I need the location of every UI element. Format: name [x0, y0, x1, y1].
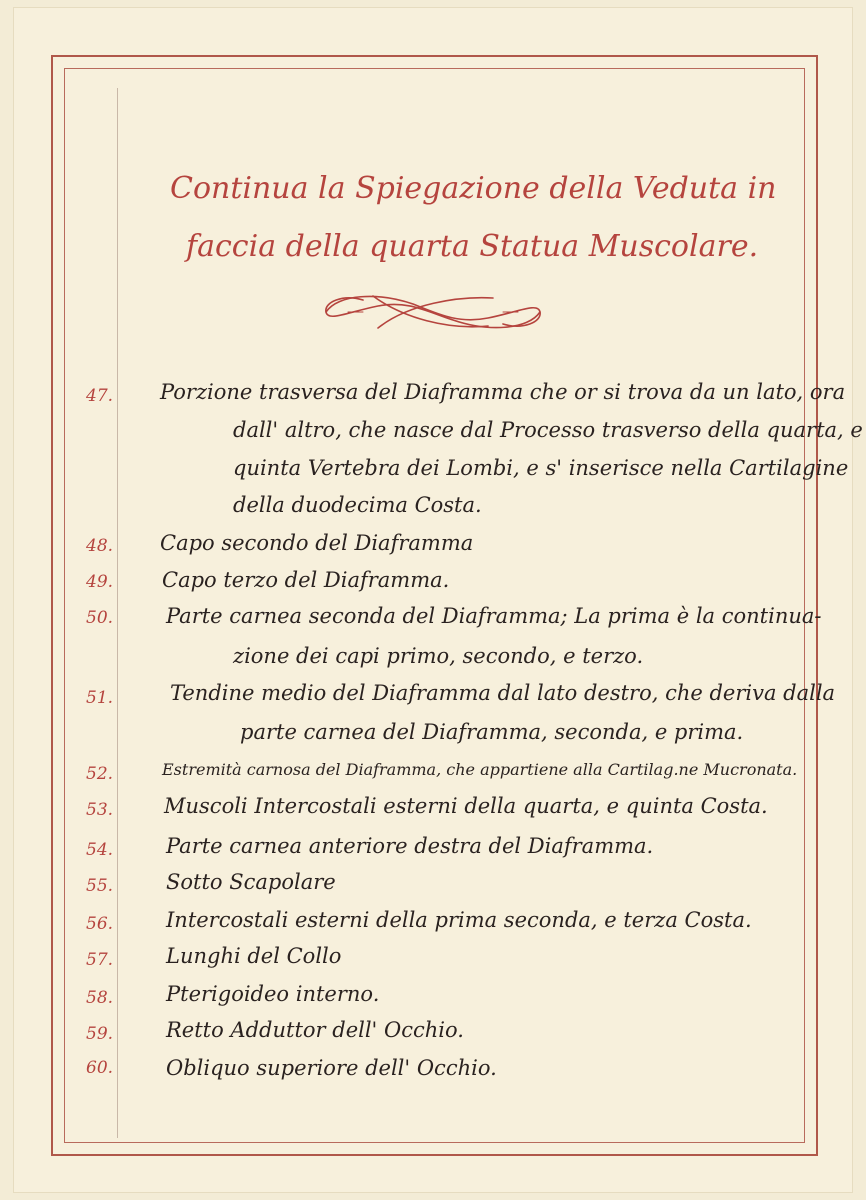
entry-number-59: 59. — [86, 1024, 114, 1044]
entry-47-line-4: della duodecima Costa. — [233, 493, 482, 517]
entry-47-line-3: quinta Vertebra dei Lombi, e s' inserisce nella Cartilagine — [233, 456, 849, 480]
entry-57-line-1: Lunghi del Collo — [166, 944, 342, 968]
entry-51-line-2: parte carnea del Diaframma, seconda, e prima. — [240, 720, 744, 744]
calligraphic-flourish — [318, 284, 548, 340]
entry-number-48: 48. — [86, 536, 114, 556]
entry-52-line-1: Estremità carnosa del Diaframma, che appartiene alla Cartilag.ne Mucronata. — [162, 760, 798, 779]
entry-47-line-1: Porzione trasversa del Diaframma che or si trova da un lato, ora — [160, 380, 846, 404]
entry-48-line-1: Capo secondo del Diaframma — [160, 531, 474, 555]
entry-number-49: 49. — [86, 572, 114, 592]
entry-number-54: 54. — [86, 840, 114, 860]
entry-47-line-2: dall' altro, che nasce dal Processo trasverso della quarta, e — [233, 418, 863, 442]
entry-53-line-1: Muscoli Intercostali esterni della quarta, e quinta Costa. — [164, 794, 768, 818]
entry-58-line-1: Pterigoideo interno. — [166, 982, 380, 1006]
entry-number-55: 55. — [86, 876, 114, 896]
entry-55-line-1: Sotto Scapolare — [166, 870, 336, 894]
entry-number-51: 51. — [86, 688, 114, 708]
margin-rule — [117, 88, 118, 1138]
entry-54-line-1: Parte carnea anteriore destra del Diaframma. — [166, 834, 654, 858]
entry-number-56: 56. — [86, 914, 114, 934]
entry-number-53: 53. — [86, 800, 114, 820]
entry-number-60: 60. — [86, 1058, 114, 1078]
entry-50-line-1: Parte carnea seconda del Diaframma; La prima è la continua- — [166, 604, 822, 628]
entry-number-58: 58. — [86, 988, 114, 1008]
title-line-1: Continua la Spiegazione della Veduta in — [170, 171, 777, 206]
entry-51-line-1: Tendine medio del Diaframma dal lato destro, che deriva dalla — [170, 681, 836, 705]
entry-number-57: 57. — [86, 950, 114, 970]
entry-number-47: 47. — [86, 386, 114, 406]
entry-56-line-1: Intercostali esterni della prima seconda, e terza Costa. — [166, 908, 752, 932]
entry-50-line-2: zione dei capi primo, secondo, e terzo. — [233, 644, 644, 668]
title-line-2: faccia della quarta Statua Muscolare. — [186, 229, 759, 264]
entry-number-50: 50. — [86, 608, 114, 628]
entry-number-52: 52. — [86, 764, 114, 784]
entry-60-line-1: Obliquo superiore dell' Occhio. — [166, 1056, 497, 1080]
page-title — [160, 160, 780, 276]
entry-59-line-1: Retto Adduttor dell' Occhio. — [166, 1018, 464, 1042]
entry-49-line-1: Capo terzo del Diaframma. — [162, 568, 450, 592]
